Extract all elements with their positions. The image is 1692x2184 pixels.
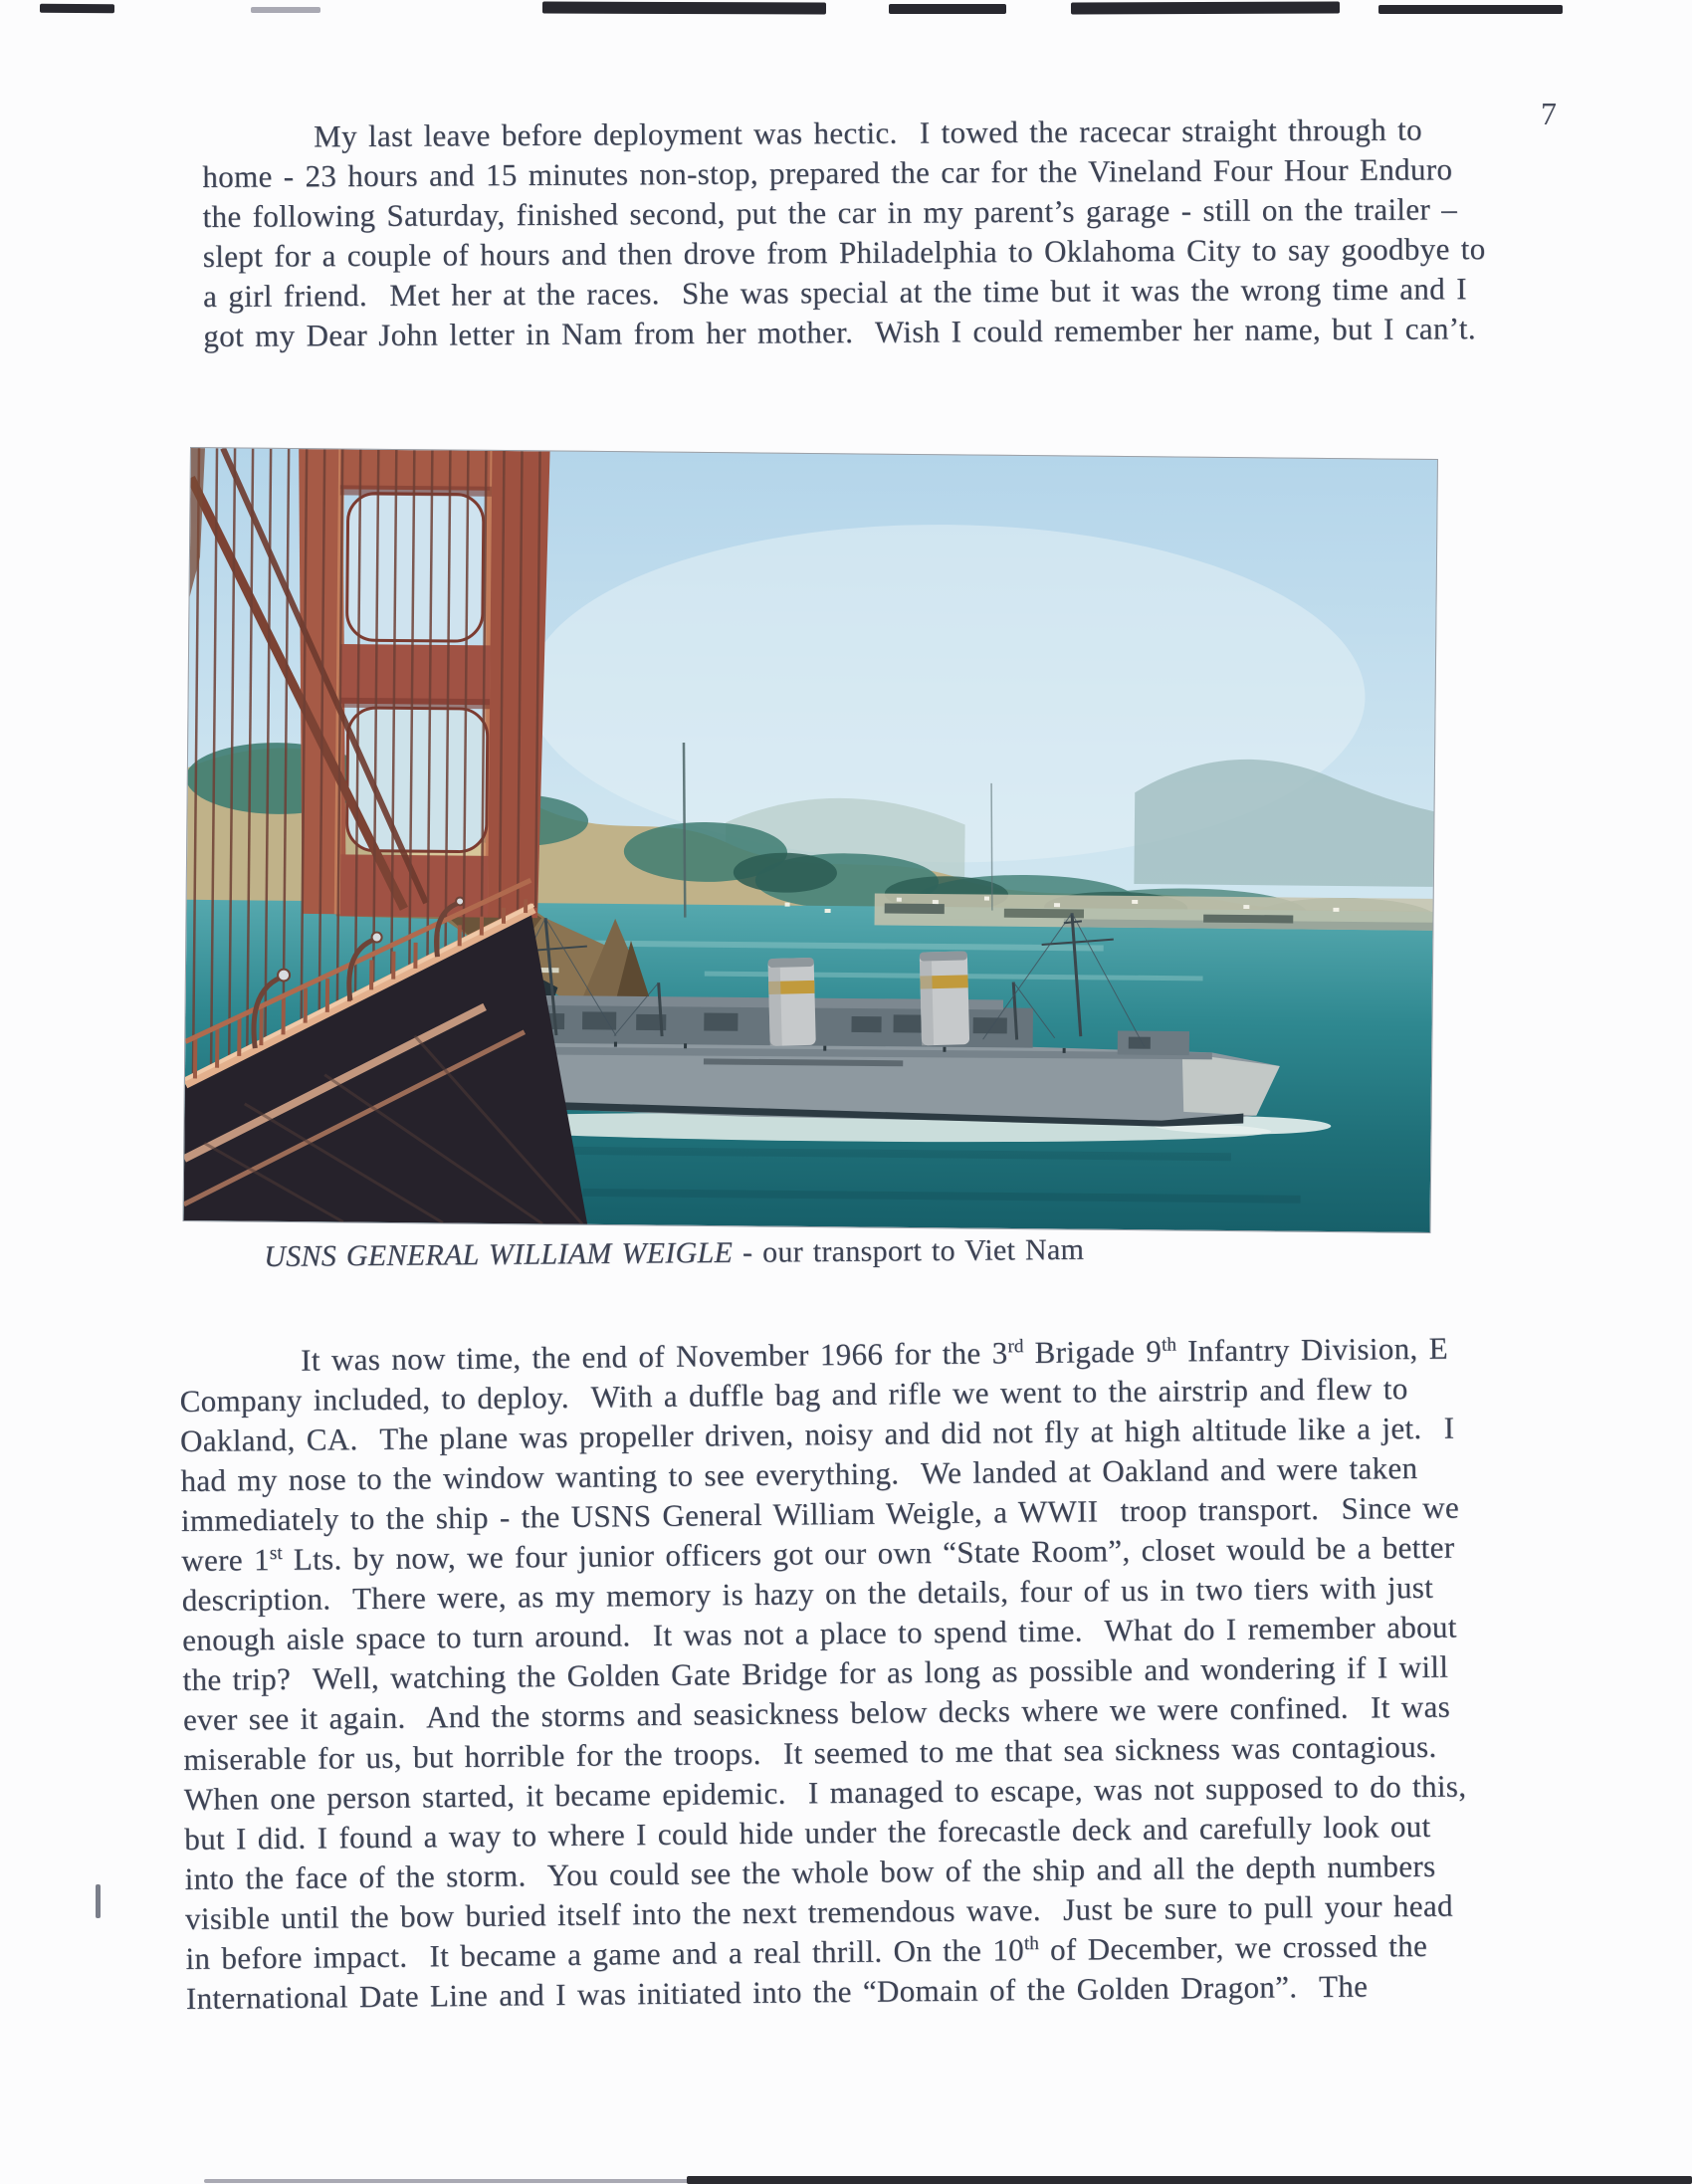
scan-artifact-mark bbox=[889, 4, 1006, 14]
text-segment: enough aisle space to turn around. It was not a place to spend time. What do I remember about bbox=[181, 1609, 1457, 1657]
text-segment: slept for a couple of hours and then drove from Philadelphia to Oklahoma City to say goodbye to bbox=[202, 231, 1486, 274]
ordinal-superscript: th bbox=[1161, 1334, 1177, 1356]
scan-artifact-mark bbox=[40, 4, 114, 14]
text-segment: home - 23 hours and 15 minutes non-stop, prepared the car for the Vineland Four Hour Enduro bbox=[202, 151, 1453, 194]
scan-artifact-mark bbox=[542, 2, 826, 15]
ordinal-superscript: st bbox=[269, 1542, 283, 1565]
text-segment: the following Saturday, finished second, put the car in my parent’s garage - still on the trailer – bbox=[202, 191, 1458, 234]
text-line bbox=[203, 309, 1486, 356]
text-segment: a girl friend. Met her at the races. She was special at the time but it was the wrong time and I bbox=[202, 271, 1467, 314]
text-segment: Oakland, CA. The plane was propeller driven, noisy and did not fly at high altitude like a jet. I bbox=[179, 1410, 1455, 1458]
scan-artifact-mark bbox=[1071, 2, 1340, 15]
text-segment: ever see it again. And the storms and seasickness below decks where we were confined. It was bbox=[182, 1688, 1451, 1737]
ordinal-superscript: th bbox=[1023, 1932, 1039, 1955]
text-segment: It was now time, the end of November 1966 for the 3 bbox=[301, 1335, 1008, 1378]
text-segment: immediately to the ship - the USNS General William Weigle, a WWII troop transport. Since we bbox=[180, 1489, 1460, 1538]
text-segment: My last leave before deployment was hectic. I towed the racecar straight through to bbox=[314, 111, 1423, 154]
text-segment: Lts. by now, we four junior officers got our own “State Room”, closet would be a better bbox=[282, 1529, 1455, 1577]
paragraph-1 bbox=[202, 109, 1486, 356]
harbor bbox=[784, 893, 1432, 931]
scan-artifact-mark bbox=[1378, 5, 1563, 14]
photo-caption bbox=[264, 1231, 1084, 1276]
scan-artifact-mark bbox=[96, 1884, 101, 1918]
text-segment: into the face of the storm. You could see the whole bow of the ship and all the depth numbers bbox=[184, 1848, 1436, 1896]
text-segment: but I did. I found a way to where I could hide under the forecastle deck and carefully look out bbox=[184, 1808, 1431, 1856]
scan-artifact-mark bbox=[204, 2179, 692, 2183]
paragraph-2 bbox=[179, 1329, 1469, 2019]
text-segment: Brigade 9 bbox=[1023, 1333, 1163, 1371]
text-segment: miserable for us, but horrible for the troops. It seemed to me that sea sickness was contagious. bbox=[183, 1728, 1437, 1777]
scan-artifact-mark bbox=[687, 2176, 1692, 2184]
text-segment: Infantry Division, E bbox=[1175, 1330, 1449, 1369]
text-segment: got my Dear John letter in Nam from her mother. Wish I could remember her name, but I can’t. bbox=[203, 311, 1477, 353]
text-segment: International Date Line and I was initiated into the “Domain of the Golden Dragon”. The bbox=[185, 1968, 1369, 2016]
text-segment: had my nose to the window wanting to see everything. We landed at Oakland and were taken bbox=[180, 1449, 1418, 1498]
bridge-tower bbox=[295, 449, 550, 918]
text-segment: of December, we crossed the bbox=[1038, 1927, 1428, 1967]
text-segment: the trip? Well, watching the Golden Gate Bridge for as long as possible and wondering if I will bbox=[182, 1648, 1449, 1697]
text-segment: - our transport to Viet Nam bbox=[733, 1232, 1085, 1269]
scan-artifact-mark bbox=[251, 7, 320, 13]
text-segment: When one person started, it became epidemic. I managed to escape, was not supposed to do this, bbox=[183, 1768, 1467, 1817]
text-segment: were 1 bbox=[181, 1542, 271, 1578]
text-line bbox=[264, 1231, 1084, 1276]
text-segment: Company included, to deploy. With a duffle bag and rifle we went to the airstrip and flew to bbox=[179, 1371, 1408, 1419]
photo-scene bbox=[184, 448, 1437, 1232]
text-segment: visible until the bow buried itself into the next tremendous wave. Just be sure to pull your head bbox=[184, 1887, 1454, 1936]
ordinal-superscript: rd bbox=[1007, 1336, 1024, 1358]
page-number: 7 bbox=[1541, 96, 1557, 131]
text-segment: USNS GENERAL WILLIAM WEIGLE bbox=[264, 1235, 734, 1273]
text-segment: description. There were, as my memory is hazy on the details, four of us in two tiers with just bbox=[181, 1569, 1434, 1618]
memoir-photo bbox=[184, 448, 1437, 1232]
text-segment: in before impact. It became a game and a real thrill. On the 10 bbox=[185, 1932, 1025, 1976]
